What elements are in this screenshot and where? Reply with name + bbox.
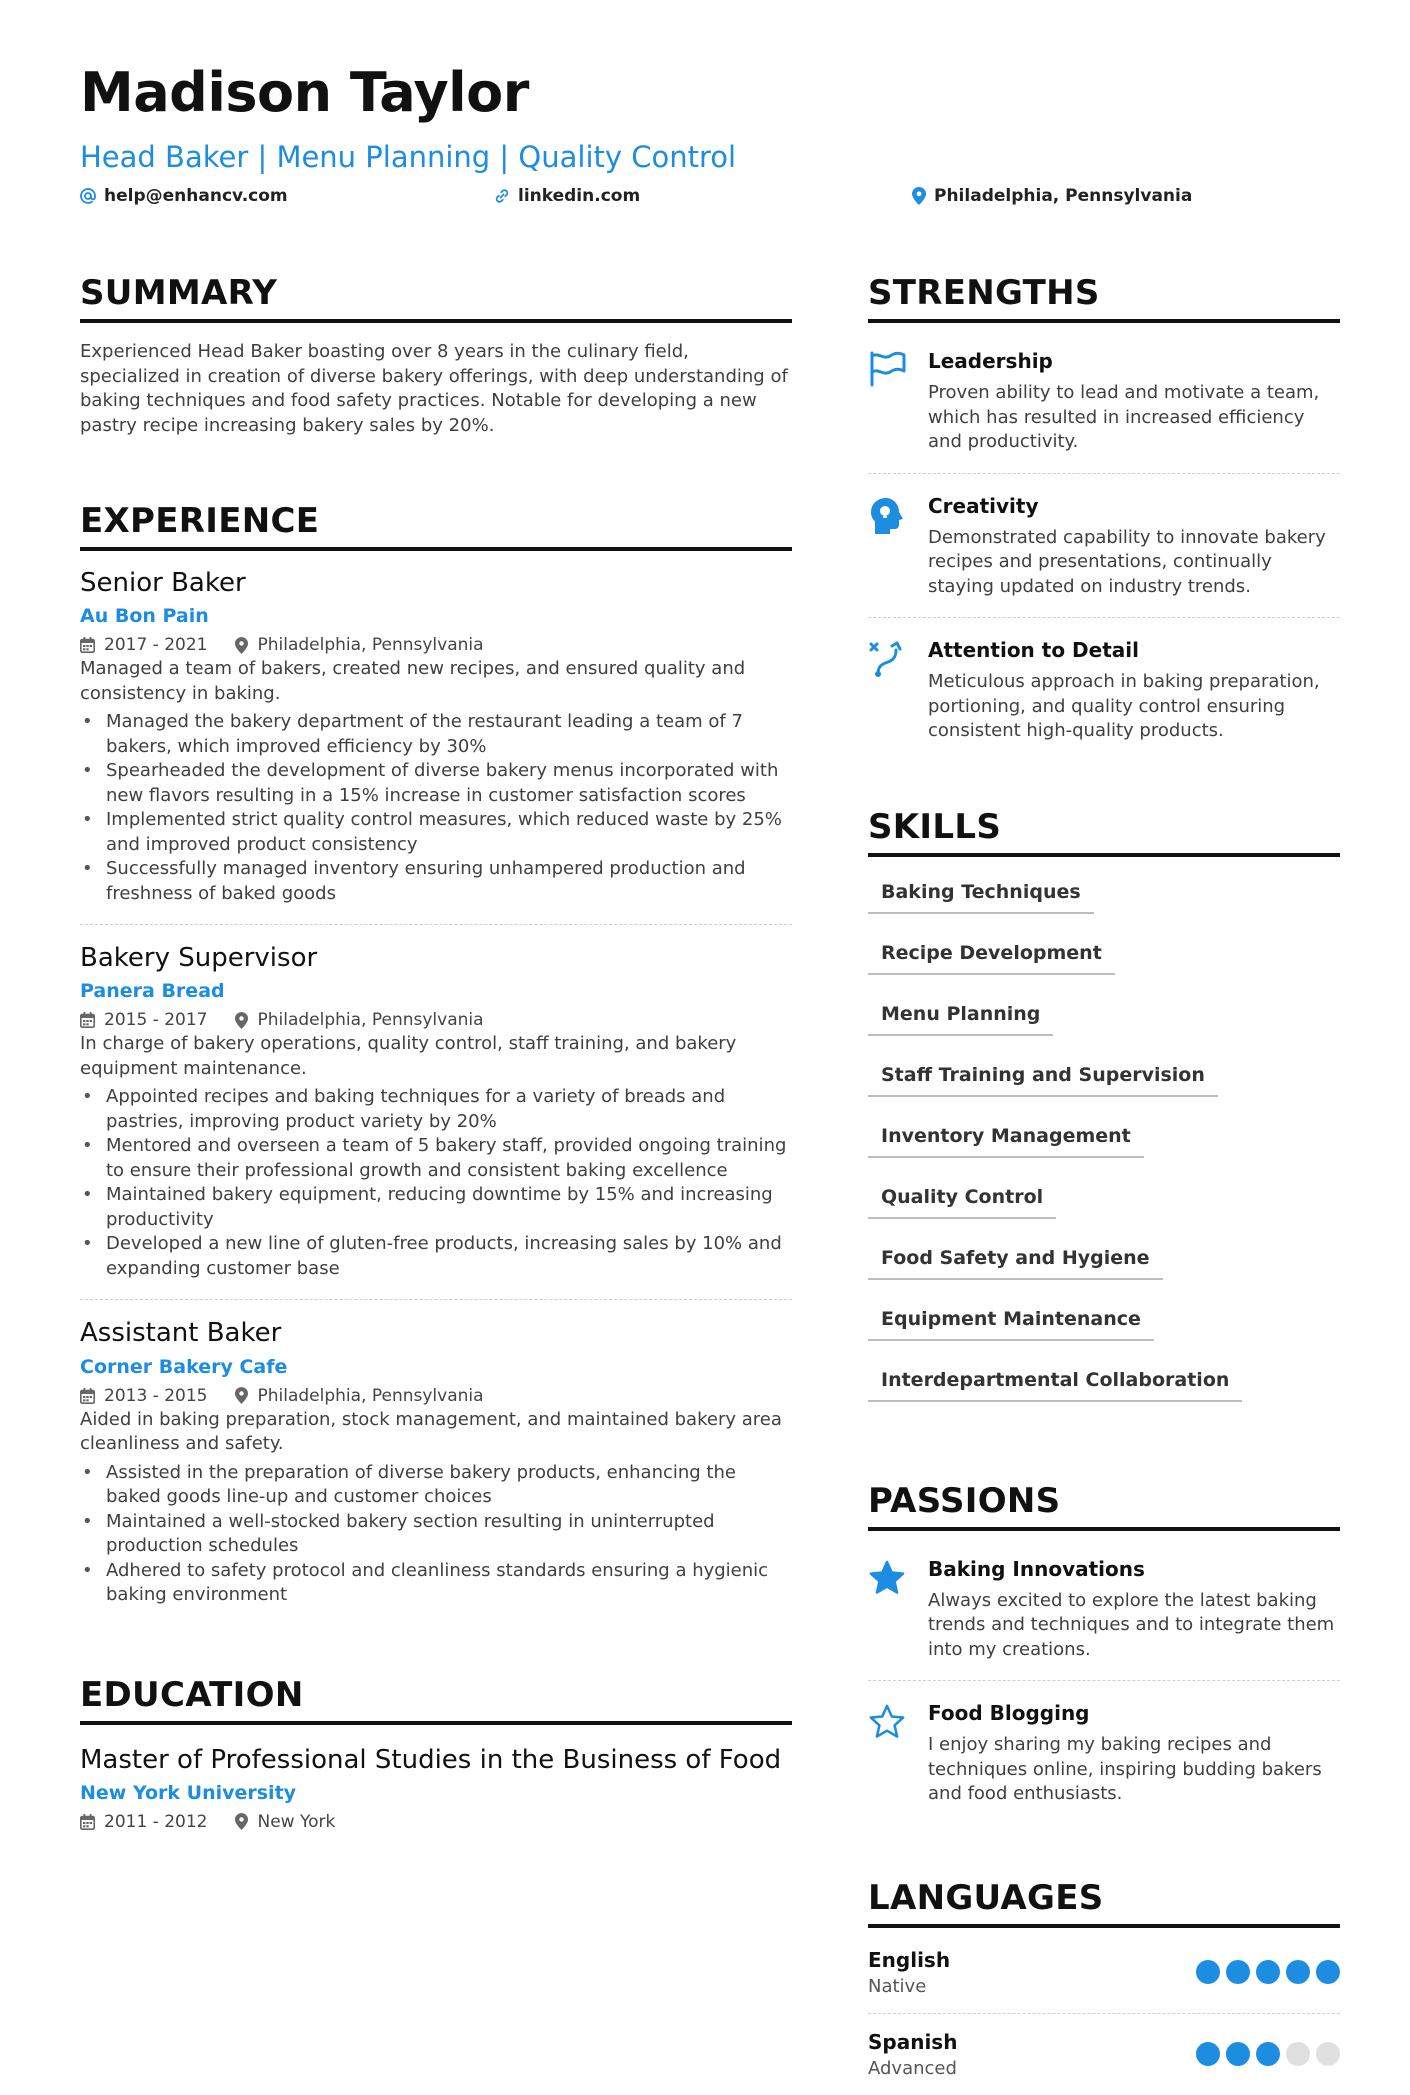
feature-title: Creativity: [928, 493, 1039, 518]
job-bullet: • Implemented strict quality control measures, which reduced waste by 25% and improved product consistency: [80, 808, 792, 857]
calendar-icon: [80, 1012, 95, 1028]
feature-icon-wrap: [868, 349, 928, 455]
calendar-icon: [80, 637, 95, 653]
education-location: New York: [257, 1811, 336, 1832]
language-name: English: [868, 1947, 951, 1972]
feature-body: [928, 638, 1340, 744]
feature-icon-wrap: [868, 638, 928, 744]
job-bullets: [80, 1085, 792, 1281]
section-title-languages: LANGUAGES: [868, 1881, 1340, 1928]
job-bullets: [80, 1461, 792, 1608]
email-text: help@enhancv.com: [104, 186, 288, 206]
section-title-skills: SKILLS: [868, 810, 1340, 857]
section-title-strengths: STRENGTHS: [868, 276, 1340, 323]
education-entry: [80, 1745, 792, 1832]
experience-entry: [80, 1318, 792, 1607]
language-rating: [1190, 2042, 1340, 2066]
rating-dot-filled: [1196, 2042, 1220, 2066]
job-dates-wrap: [80, 635, 207, 655]
rating-dot-empty: [1316, 2042, 1340, 2066]
job-bullet: • Assisted in the preparation of diverse bakery products, enhancing the baked goods line-up and customer choices: [80, 1461, 792, 1510]
feature-item: [868, 618, 1340, 762]
feature-item: [868, 329, 1340, 473]
section-title-summary: SUMMARY: [80, 276, 792, 323]
job-location: Philadelphia, Pennsylvania: [257, 635, 484, 656]
school-name: New York University: [80, 1781, 297, 1804]
job-meta: [80, 1386, 792, 1406]
job-title: Bakery Supervisor: [80, 943, 318, 974]
job-bullet: • Appointed recipes and baking techniques for a variety of breads and pastries, improving product variety by 20%: [80, 1085, 792, 1134]
job-dates: 2017 - 2021: [104, 635, 208, 656]
contact-location: [912, 186, 1192, 206]
divider: [80, 1299, 792, 1300]
education-section: [80, 1674, 792, 1832]
location-pin-icon: [912, 187, 926, 205]
job-title: Senior Baker: [80, 568, 246, 598]
job-bullet: • Managed the bakery department of the restaurant leading a team of 7 bakers, which improved efficiency by 30%: [80, 710, 792, 759]
job-location: Philadelphia, Pennsylvania: [257, 1010, 484, 1031]
link-icon: [494, 188, 510, 204]
right-column: [868, 273, 1340, 2095]
skill-tag: Inventory Management: [868, 1119, 1144, 1158]
rating-dot-filled: [1226, 2042, 1250, 2066]
language-item: [868, 2014, 1340, 2095]
star-filled-icon: [868, 1559, 906, 1597]
job-meta: [80, 1010, 792, 1030]
feature-description: Proven ability to lead and motivate a team, which has resulted in increased efficiency and productivity.: [928, 382, 1320, 452]
section-title-passions: PASSIONS: [868, 1484, 1340, 1531]
job-location-wrap: [235, 1010, 483, 1030]
language-info: [868, 2030, 957, 2079]
skill-tag: Equipment Maintenance: [868, 1302, 1154, 1341]
language-level: Native: [868, 1975, 927, 1997]
skill-tag: Food Safety and Hygiene: [868, 1241, 1163, 1280]
left-column: [80, 273, 792, 1832]
section-title-education: EDUCATION: [80, 1678, 792, 1725]
job-bullet: • Developed a new line of gluten-free products, increasing sales by 10% and expanding customer base: [80, 1232, 792, 1281]
feature-body: [928, 494, 1340, 600]
job-bullet: • Adhered to safety protocol and cleanliness standards ensuring a hygienic baking environment: [80, 1559, 792, 1608]
section-title-experience: EXPERIENCE: [80, 504, 792, 551]
experience-entry: [80, 568, 792, 906]
experience-entry: [80, 943, 792, 1281]
location-text: Philadelphia, Pennsylvania: [934, 186, 1193, 206]
skills-section: [868, 806, 1340, 1424]
feature-body: [928, 349, 1340, 455]
feature-icon-wrap: [868, 494, 928, 600]
contact-linkedin[interactable]: [494, 186, 640, 206]
rating-dot-filled: [1256, 2042, 1280, 2066]
language-level: Advanced: [868, 2057, 957, 2079]
skill-tag: Staff Training and Supervision: [868, 1058, 1218, 1097]
job-location-wrap: [235, 635, 483, 655]
candidate-name: Madison Taylor: [80, 61, 529, 124]
skill-tag: Menu Planning: [868, 997, 1053, 1036]
feature-description: Demonstrated capability to innovate bakery recipes and presentations, continually staying updated on industry trends.: [928, 526, 1326, 597]
job-description: In charge of bakery operations, quality control, staff training, and bakery equipment maintenance.: [80, 1033, 737, 1079]
degree-title: Master of Professional Studies in the Business of Food: [80, 1744, 782, 1775]
education-meta: [80, 1812, 792, 1832]
rating-dot-filled: [1256, 1960, 1280, 1984]
experience-list: [80, 568, 792, 1608]
job-bullets: [80, 710, 792, 906]
job-dates-wrap: [80, 1386, 207, 1406]
company-name: Corner Bakery Cafe: [80, 1355, 288, 1378]
job-dates: 2013 - 2015: [104, 1385, 208, 1406]
experience-section: [80, 501, 792, 1608]
language-rating: [1190, 1960, 1340, 1984]
feature-item: [868, 1537, 1340, 1681]
feature-title: Food Blogging: [928, 1701, 1090, 1725]
job-bullet: • Mentored and overseen a team of 5 bakery staff, provided ongoing training to ensure their professional growth and consistent baking excellence: [80, 1134, 792, 1183]
rating-dot-empty: [1286, 2042, 1310, 2066]
linkedin-text: linkedin.com: [518, 186, 641, 206]
job-bullet: • Maintained a well-stocked bakery section resulting in uninterrupted production schedules: [80, 1510, 792, 1559]
skill-tag: Interdepartmental Collaboration: [868, 1363, 1242, 1402]
feature-body: [928, 1557, 1340, 1663]
job-bullet: • Maintained bakery equipment, reducing downtime by 15% and increasing productivity: [80, 1183, 792, 1232]
feature-icon-wrap: [868, 1557, 928, 1663]
education-dates: 2011 - 2012: [104, 1811, 208, 1832]
headline: Head Baker | Menu Planning | Quality Control: [80, 140, 737, 174]
skill-tag: Quality Control: [868, 1180, 1056, 1219]
flag-icon: [868, 351, 908, 387]
route-icon: [868, 640, 908, 678]
skills-list: [868, 875, 1340, 1424]
strengths-list: [868, 329, 1340, 762]
contact-email[interactable]: [80, 186, 288, 206]
rating-dot-filled: [1316, 1960, 1340, 1984]
location-pin-icon: [235, 1813, 248, 1830]
feature-description: Always excited to explore the latest baking trends and techniques and to integrate them into my creations.: [928, 1589, 1335, 1660]
feature-item: [868, 474, 1340, 618]
location-pin-icon: [235, 1387, 248, 1404]
calendar-icon: [80, 1814, 95, 1830]
rating-dot-filled: [1196, 1960, 1220, 1984]
summary-section: [80, 273, 792, 438]
skill-tag: Baking Techniques: [868, 875, 1094, 914]
job-description: Managed a team of bakers, created new recipes, and ensured quality and consistency in baking.: [80, 658, 746, 704]
language-name: Spanish: [868, 2029, 958, 2054]
at-icon: [80, 188, 96, 204]
job-dates: 2015 - 2017: [104, 1010, 208, 1031]
star-outline-icon: [868, 1703, 906, 1741]
feature-icon-wrap: [868, 1701, 928, 1807]
feature-description: Meticulous approach in baking preparation, portioning, and quality control ensuring consistent high-quality products.: [928, 671, 1320, 741]
summary-text: Experienced Head Baker boasting over 8 years in the culinary field, specialized in creation of diverse bakery offerings, with deep understanding of baking techniques and food safety practices. Notable for developing a new pastry recipe increasing bakery sales by 20%.: [80, 341, 788, 436]
languages-section: [868, 1877, 1340, 2095]
job-description: Aided in baking preparation, stock management, and maintained bakery area cleanliness and safety.: [80, 1408, 782, 1455]
job-meta: [80, 635, 792, 655]
job-title: Assistant Baker: [80, 1318, 282, 1349]
rating-dot-filled: [1226, 1960, 1250, 1984]
language-info: [868, 1948, 950, 1997]
feature-title: Attention to Detail: [928, 638, 1139, 662]
company-name: Panera Bread: [80, 980, 225, 1003]
passions-section: [868, 1480, 1340, 1825]
company-name: Au Bon Pain: [80, 605, 209, 628]
location-pin-icon: [235, 1012, 248, 1029]
feature-description: I enjoy sharing my baking recipes and techniques online, inspiring budding bakers and food enthusiasts.: [928, 1734, 1322, 1804]
languages-list: [868, 1932, 1340, 2095]
feature-body: [928, 1701, 1340, 1807]
head-idea-icon: [868, 496, 906, 536]
job-dates-wrap: [80, 1010, 207, 1030]
feature-title: Baking Innovations: [928, 1556, 1145, 1581]
feature-item: [868, 1681, 1340, 1825]
divider: [80, 924, 792, 925]
job-bullet: • Successfully managed inventory ensuring unhampered production and freshness of baked goods: [80, 857, 792, 906]
language-item: [868, 1932, 1340, 2013]
calendar-icon: [80, 1388, 95, 1404]
job-location-wrap: [235, 1386, 483, 1406]
skill-tag: Recipe Development: [868, 936, 1115, 975]
feature-title: Leadership: [928, 349, 1053, 373]
passions-list: [868, 1537, 1340, 1825]
job-bullet: • Spearheaded the development of diverse bakery menus incorporated with new flavors resulting in a 15% increase in customer satisfaction scores: [80, 759, 792, 808]
job-location: Philadelphia, Pennsylvania: [257, 1385, 484, 1406]
location-pin-icon: [235, 637, 248, 654]
strengths-section: [868, 273, 1340, 762]
rating-dot-filled: [1286, 1960, 1310, 1984]
